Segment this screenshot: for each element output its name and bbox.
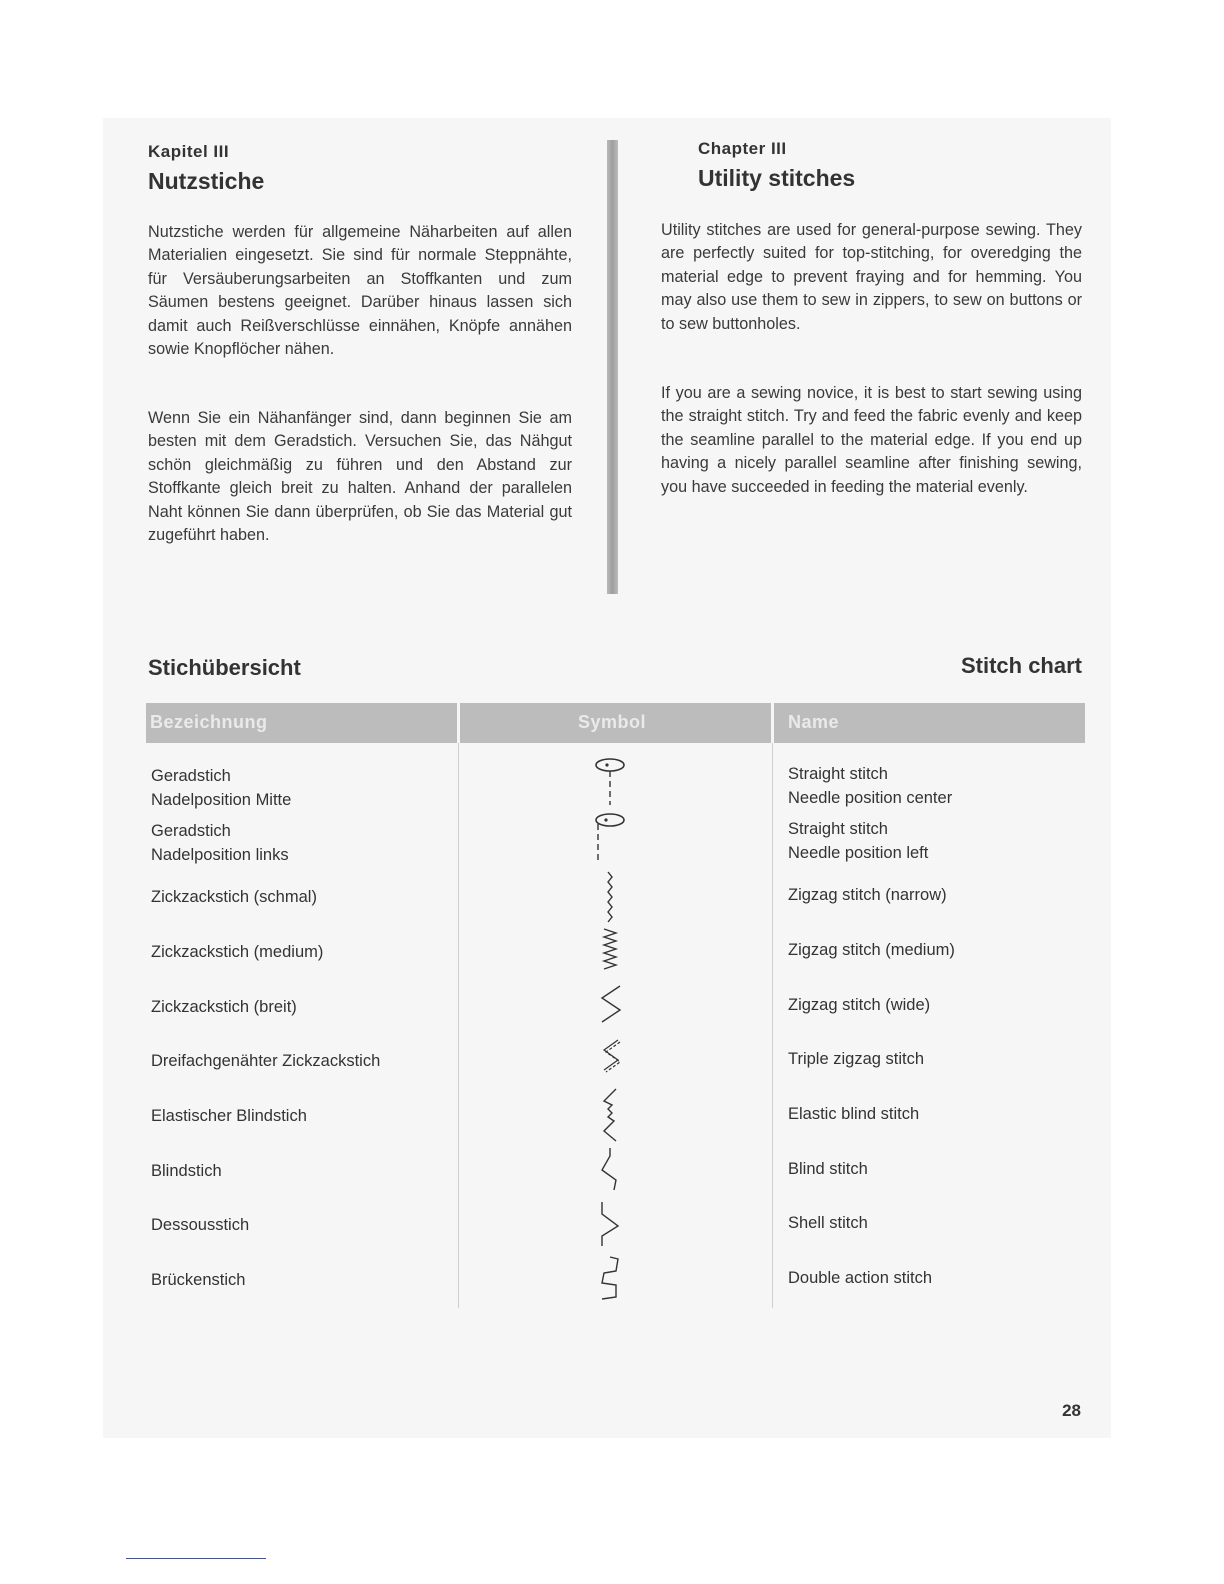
table-vline-2	[772, 743, 773, 1308]
header-name-label: Name	[788, 712, 840, 732]
row-en-name: Elastic blind stitch	[788, 1105, 920, 1123]
german-chart-title: Stichübersicht	[148, 655, 301, 680]
page-number: 28	[1062, 1401, 1081, 1420]
shell-symbol-icon	[580, 1200, 640, 1248]
zigzag-wide-symbol-icon	[580, 982, 640, 1030]
row-en-name	[788, 763, 952, 810]
row-de-name: Dreifachgenähter Zickzackstich	[151, 1052, 381, 1070]
english-paragraph-1: Utility stitches are used for general-purpose sewing. They are perfectly suited for top-stitching, for overedging the material edge to prevent fraying and for hemming. You may also use them to sew in zippers, to sew on buttons or to sew buttonholes.	[661, 221, 1082, 333]
zigzag-medium-symbol-icon	[580, 927, 640, 975]
row-de-name: Dessousstich	[151, 1216, 250, 1234]
table-vline-1	[458, 743, 459, 1308]
straight-left-symbol-icon	[580, 812, 640, 862]
row-de-name: Blindstich	[151, 1162, 222, 1180]
row-en-line2: Needle position center	[788, 788, 953, 807]
blind-symbol-icon	[580, 1146, 640, 1194]
column-divider	[607, 140, 618, 594]
english-paragraph-2: If you are a sewing novice, it is best to start sewing using the straight stitch. Try and feed the fabric evenly and keep the seamline parallel to the material edge. If you end up having a nicely parallel seamline after finishing sewing, you have succeeded in feeding the material evenly.	[661, 384, 1082, 496]
row-de-line1: Geradstich	[151, 822, 231, 840]
german-paragraph-2: Wenn Sie ein Nähanfänger sind, dann beginnen Sie am besten mit dem Geradstich. Versuchen Sie, das Nähgut schön gleichmäßig zu führen und den Abstand zur Stoffkante gleich breit zu halten. Anhand der parallelen Naht können Sie dann überprüfen, ob Sie das Material gut zugeführt haben.	[148, 409, 572, 545]
row-en-name: Zigzag stitch (narrow)	[788, 886, 947, 904]
double-action-symbol-icon	[580, 1255, 640, 1303]
english-chapter-label: Chapter III	[698, 139, 787, 158]
footer-link-line	[126, 1558, 266, 1559]
german-section-title: Nutzstiche	[148, 168, 265, 194]
english-chart-title: Stitch chart	[960, 653, 1082, 678]
header-symbol-label: Symbol	[578, 712, 647, 732]
straight-center-symbol-icon	[580, 757, 640, 807]
row-en-name: Triple zigzag stitch	[788, 1050, 925, 1068]
row-de-name	[151, 820, 289, 867]
row-en-line2: Needle position left	[788, 843, 929, 862]
row-en-name: Shell stitch	[788, 1214, 868, 1232]
row-de-name: Brückenstich	[151, 1271, 246, 1289]
row-de-line2: Nadelposition Mitte	[151, 790, 292, 809]
row-de-name	[151, 765, 291, 812]
german-paragraph-1: Nutzstiche werden für allgemeine Näharbeiten auf allen Materialien eingesetzt. Sie sind für normale Steppnähte, für Versäuberungsarbeiten an Stoffkanten und zum Säumen bestens geeignet. Darüber hinaus lassen sich damit auch Reißverschlüsse einnähen, Knöpfe annähen sowie Knopflöcher nähen.	[148, 223, 572, 359]
triple-zigzag-symbol-icon	[580, 1036, 640, 1084]
row-en-name: Zigzag stitch (wide)	[788, 996, 931, 1014]
header-bezeichnung	[146, 703, 457, 743]
row-en-name: Double action stitch	[788, 1269, 932, 1287]
row-de-name: Zickzackstich (medium)	[151, 943, 324, 961]
row-de-name: Elastischer Blindstich	[151, 1107, 307, 1125]
row-en-line1: Straight stitch	[788, 765, 888, 783]
german-chapter-label: Kapitel III	[148, 142, 230, 161]
row-de-name: Zickzackstich (breit)	[151, 998, 297, 1016]
english-section-title: Utility stitches	[698, 165, 856, 191]
zigzag-narrow-symbol-icon	[580, 870, 640, 926]
row-en-name: Zigzag stitch (medium)	[788, 941, 955, 959]
row-de-line2: Nadelposition links	[151, 845, 289, 864]
header-name	[774, 703, 1085, 743]
elastic-blind-symbol-icon	[580, 1085, 640, 1145]
row-en-line1: Straight stitch	[788, 820, 888, 838]
row-de-name: Zickzackstich (schmal)	[151, 888, 317, 906]
row-en-name	[788, 818, 928, 865]
header-bezeichnung-label: Bezeichnung	[150, 712, 268, 732]
row-en-name: Blind stitch	[788, 1160, 868, 1178]
header-symbol	[460, 703, 771, 743]
row-de-line1: Geradstich	[151, 767, 231, 785]
